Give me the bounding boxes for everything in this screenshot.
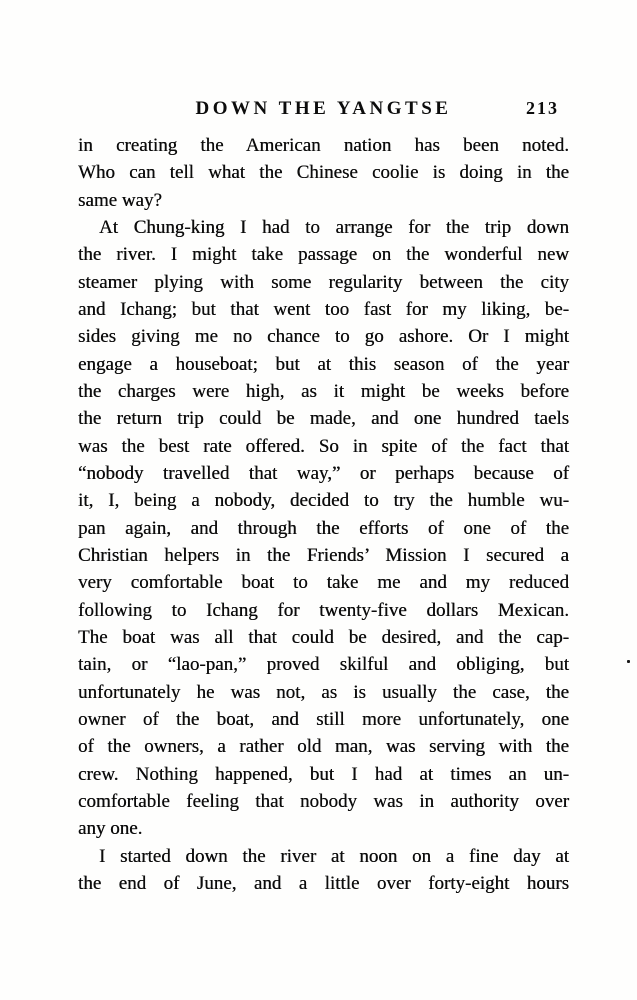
running-header bbox=[78, 98, 569, 122]
body-text-block bbox=[78, 132, 569, 897]
text-line: following to Ichang for twenty-five dollars Mexican. bbox=[78, 599, 569, 621]
text-line: “nobody travelled that way,” or perhaps because of bbox=[78, 462, 569, 484]
text-line: the return trip could be made, and one hundred taels bbox=[78, 408, 569, 430]
text-line: it, I, being a nobody, decided to try the humble wu- bbox=[78, 490, 569, 512]
text-line: The boat was all that could be desired, and the cap- bbox=[78, 626, 569, 648]
text-line: tain, or “lao-pan,” proved skilful and obliging, but bbox=[78, 654, 569, 676]
text-line: I started down the river at noon on a fine day at bbox=[99, 845, 569, 867]
scan-speck bbox=[627, 660, 630, 663]
chapter-title: DOWN THE YANGTSE bbox=[195, 98, 452, 119]
text-line: pan again, and through the efforts of one of the bbox=[78, 517, 569, 539]
text-line: the river. I might take passage on the wonderful new bbox=[78, 244, 569, 266]
page-number: 213 bbox=[526, 98, 559, 118]
text-line: sides giving me no chance to go ashore. Or I might bbox=[78, 326, 569, 348]
text-line: steamer plying with some regularity between the city bbox=[78, 271, 569, 293]
text-line: engage a houseboat; but at this season of the year bbox=[78, 353, 569, 375]
text-line: comfortable feeling that nobody was in authority over bbox=[78, 790, 569, 812]
text-line: At Chung-king I had to arrange for the trip down bbox=[99, 216, 569, 238]
text-line: in creating the American nation has been noted. bbox=[78, 135, 569, 156]
text-line: of the owners, a rather old man, was serving with the bbox=[78, 736, 569, 758]
text-line: Christian helpers in the Friends’ Mission I secured a bbox=[78, 544, 569, 566]
text-line: was the best rate offered. So in spite of the fact that bbox=[78, 435, 569, 457]
text-line: unfortunately he was not, as is usually the case, the bbox=[78, 681, 569, 703]
text-line: the charges were high, as it might be weeks before bbox=[78, 380, 569, 402]
text-line: owner of the boat, and still more unfortunately, one bbox=[78, 708, 569, 730]
text-line: the end of June, and a little over forty-eight hours bbox=[78, 872, 569, 894]
text-line: any one. bbox=[78, 818, 143, 840]
text-line: and Ichang; but that went too fast for my liking, be- bbox=[78, 298, 569, 320]
text-line: very comfortable boat to take me and my reduced bbox=[78, 572, 569, 594]
text-line: Who can tell what the Chinese coolie is doing in the bbox=[78, 162, 569, 184]
text-line: same way? bbox=[78, 189, 162, 211]
text-line: crew. Nothing happened, but I had at times an un- bbox=[78, 763, 569, 785]
